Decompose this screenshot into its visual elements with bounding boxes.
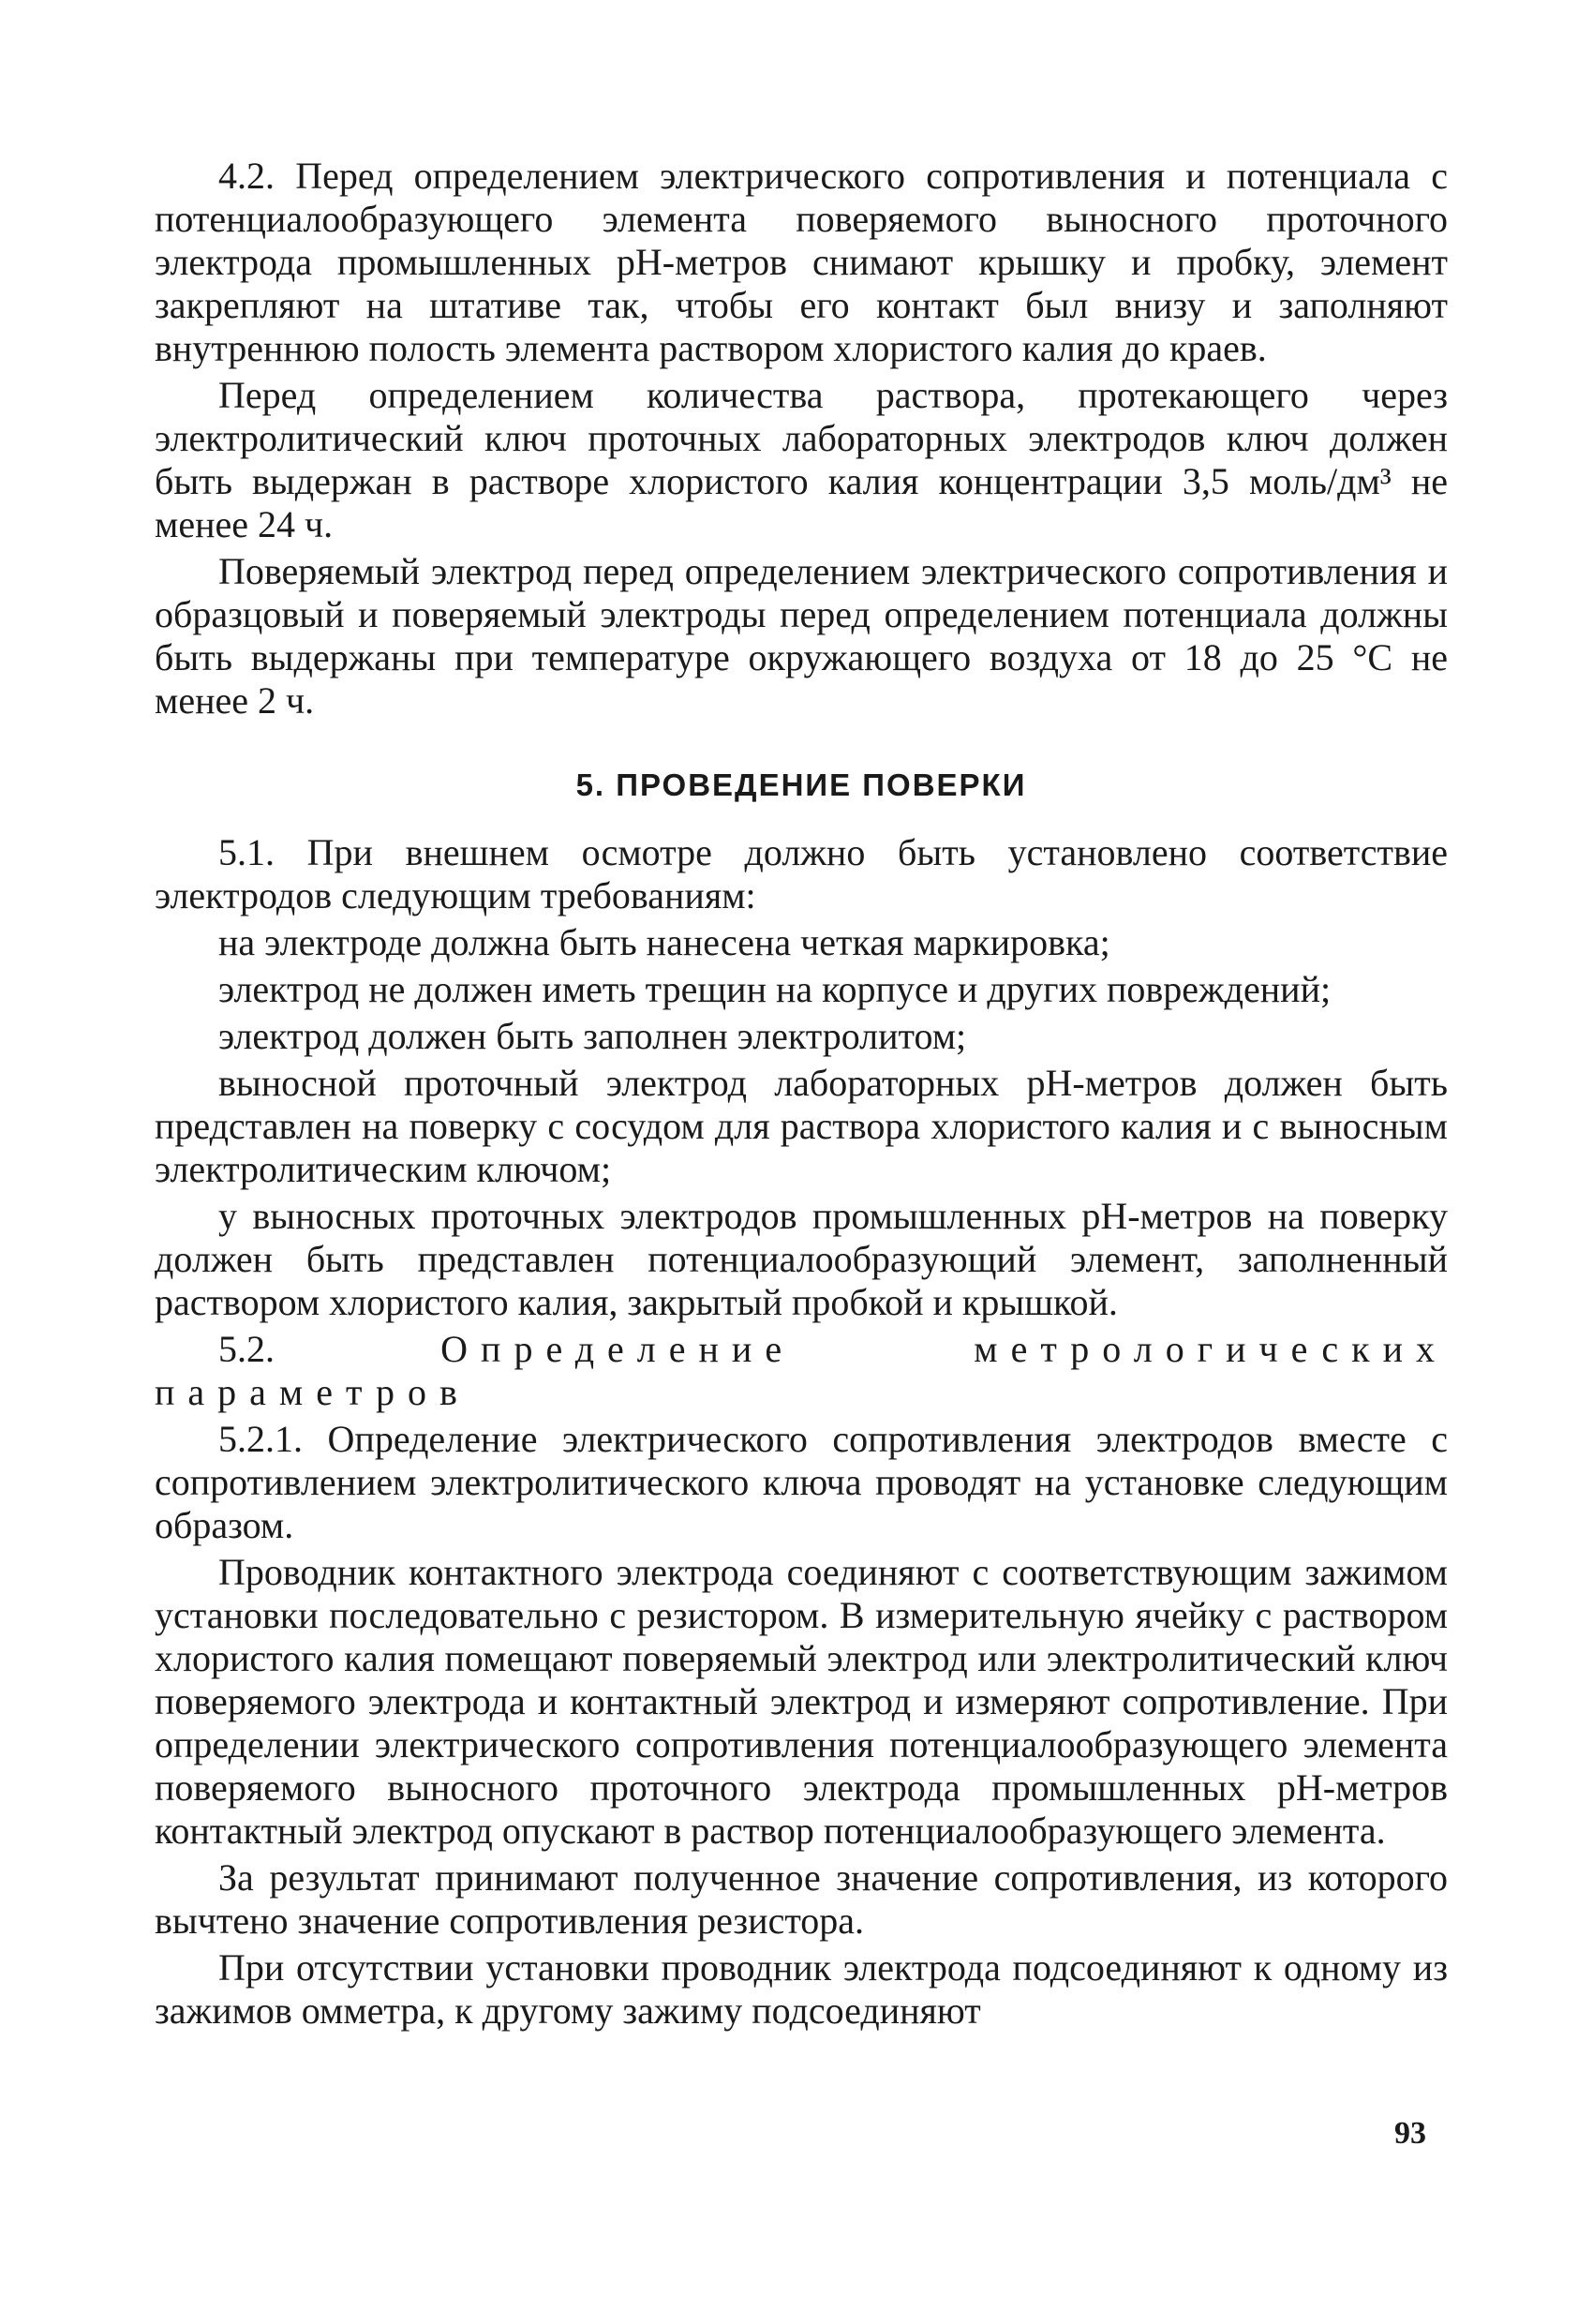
- subsection-5-2: [155, 1328, 1448, 1414]
- subsection-number: 5.2.: [218, 1328, 275, 1370]
- paragraph-4-2: 4.2. Перед определением электрического сопротивления и потенциала с потенциалообразующего элемента поверяемого выносного проточного электрода промышленных pH-метров снимают крышку и пробку, элемент закрепляют на штативе так, чтобы его контакт был внизу и заполняют внутреннюю полость элемента раствором хлористого калия до краев.: [155, 155, 1448, 369]
- requirement-item: выносной проточный электрод лабораторных pH-метров должен быть представлен на поверку с сосудом для раствора хлористого калия и с выносным электролитическим ключом;: [155, 1062, 1448, 1190]
- paragraph-ohmmeter: При отсутствии установки проводник электрода подсоединяют к одному из зажимов омметра, к другому зажиму подсоединяют: [155, 1946, 1448, 2032]
- requirement-item: у выносных проточных электродов промышленных pH-метров на поверку должен быть представлен потенциалообразующий элемент, заполненный раствором хлористого калия, закрытый пробкой и крышкой.: [155, 1195, 1448, 1323]
- page-number: 93: [1394, 2116, 1426, 2151]
- paragraph-key-soak: Перед определением количества раствора, протекающего через электролитический ключ проточных лабораторных электродов ключ должен быть выдержан в растворе хлористого калия концентрации 3,5 моль/дм³ не менее 24 ч.: [155, 374, 1448, 545]
- paragraph-electrode-soak: Поверяемый электрод перед определением электрического сопротивления и образцовый и поверяемый электроды перед определением потенциала должны быть выдержаны при температуре окружающего воздуха от 18 до 25 °С не менее 2 ч.: [155, 550, 1448, 722]
- document-page: [155, 155, 1448, 2033]
- requirement-item: электрод не должен иметь трещин на корпусе и других повреждений;: [218, 968, 1332, 1010]
- section-heading: 5. ПРОВЕДЕНИЕ ПОВЕРКИ: [575, 767, 1027, 802]
- requirement-item: на электроде должна быть нанесена четкая маркировка;: [218, 921, 1110, 963]
- paragraph-5-2-1: 5.2.1. Определение электрического сопротивления электродов вместе с сопротивлением электролитического ключа проводят на установке следующим образом.: [155, 1418, 1448, 1546]
- paragraph-procedure: Проводник контактного электрода соединяют с соответствующим зажимом установки последовательно с резистором. В измерительную ячейку с раствором хлористого калия помещают поверяемый электрод или электролитический ключ поверяемого электрода и контактный электрод и измеряют сопротивление. При определении электрического сопротивления потенциалообразующего элемента поверяемого выносного проточного электрода промышленных pH-метров контактный электрод опускают в раствор потенциалообразующего элемента.: [155, 1551, 1448, 1852]
- requirement-item: электрод должен быть заполнен электролитом;: [218, 1015, 967, 1057]
- paragraph-result: За результат принимают полученное значение сопротивления, из которого вычтено значение сопротивления резистора.: [155, 1856, 1448, 1942]
- paragraph-5-1: 5.1. При внешнем осмотре должно быть установлено соответствие электродов следующим требованиям:: [155, 831, 1448, 916]
- subsection-title: Определение метрологических параметров: [155, 1328, 1448, 1413]
